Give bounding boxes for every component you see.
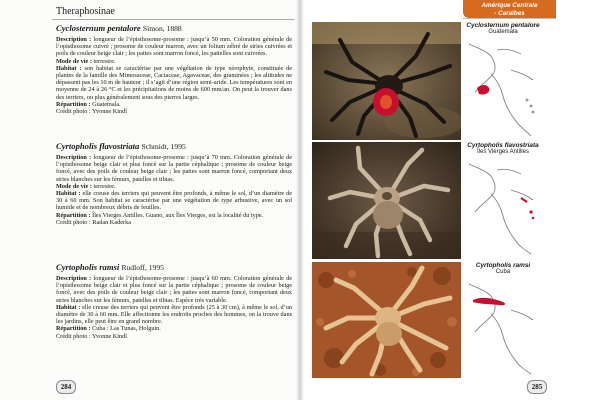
description-body: longueur de l’épisthosome-prosome : jusqu’à 50 mm. Coloration générale de l’opisthosome cuivré ; prosome de couleur marron, avec un folium zébré de stries cuivrées et poils de couleur beige clair ; les pattes sont marron foncé, les pattelles sont cuivrées.	[56, 36, 292, 58]
repartition-text	[56, 212, 292, 219]
description-text	[56, 275, 292, 304]
photo-cyclosternum-pentalore	[312, 22, 461, 140]
habitat-label: Habitat :	[56, 303, 81, 311]
description-text	[56, 36, 292, 58]
species-author: Schmidt, 1995	[141, 142, 186, 151]
mode-body: terrestre.	[93, 57, 116, 65]
distribution-map-3	[467, 280, 539, 376]
species-author: Rudloff, 1995	[121, 263, 164, 272]
species-author: Simon, 1888	[142, 24, 182, 33]
photo-credit: Crédit photo : Yvonne Kindl	[56, 108, 128, 116]
species-name: Cyclosternum pentalore	[56, 23, 141, 33]
repartition-text	[56, 325, 292, 332]
photo-cyrtopholis-ramsi	[312, 262, 461, 378]
map-panel-3	[463, 262, 543, 378]
repartition-text	[56, 101, 292, 108]
map-highlight-cuba	[473, 298, 505, 305]
habitat-body: elle creuse des terriers qui peuvent être profonds (25 à 30 cm), à même le sol, d’un diamètre de 30 à 60 mm. Elle affectionne les endroits proches des hommes, on la trouve dans les jardins, elle peut être en grand nombre.	[56, 303, 293, 326]
species-entry-2	[56, 141, 292, 226]
habitat-body: son habitat se caractérise par une végétation de type xérophyte, constituée de plantes de la famille des Mimosaceae, Cactaceae, Agavaceae, des graminées ; les altitudes ne dépassent pas les 10 m de hauteur ; il s’agit d’une région semi-aride. Les températures sont en moyenne de 24 à 26 °C et les précipitations de moins de 600 mm/an. On peut la trouver dans des terriers, ou plus généralement sous des pierres larges.	[56, 64, 292, 101]
book-gutter	[296, 0, 304, 400]
region-tab	[463, 0, 556, 18]
habitat-body: elle creuse des terriers qui peuvent être profonds, à même le sol, d’un diamètre de 30 à 60 mm. Son habitat se caractérise par une végétation de type arbustive, avec un sol humide et de nombreux débris de feuilles.	[56, 190, 292, 212]
region-tab-line-1: Amérique Centrale	[481, 2, 538, 9]
habitat-text	[56, 304, 292, 326]
entry-title	[56, 23, 292, 34]
habitat-text	[56, 190, 292, 212]
map-highlight-virgin-islands	[521, 198, 527, 202]
map-caption	[463, 262, 543, 276]
photo-credit: Crédit photo : Yvonne Kindl	[56, 332, 128, 340]
map-panel-2	[463, 142, 543, 259]
description-text	[56, 154, 292, 183]
map-column-rule	[463, 18, 556, 19]
species-entry-1	[56, 23, 292, 115]
repartition-label: Répartition :	[56, 211, 91, 219]
mode-body: terrestre.	[93, 182, 116, 190]
mode-text	[56, 183, 292, 190]
photo-cyrtopholis-flavostriata	[312, 142, 461, 259]
mode-label: Mode de vie :	[56, 182, 92, 190]
habitat-label: Habitat :	[56, 190, 81, 198]
entry-title	[56, 141, 292, 152]
page-number-left: 284	[56, 380, 76, 394]
repartition-label: Répartition :	[56, 100, 91, 108]
map-species: Cyrtopholis flavostriata	[467, 142, 539, 149]
map-species: Cyclosternum pentalore	[466, 22, 540, 29]
header-rule	[52, 19, 294, 20]
distribution-map-1	[467, 40, 539, 138]
species-name: Cyrtopholis flavostriata	[56, 141, 140, 151]
habitat-text	[56, 65, 292, 101]
map-highlight-guatemala	[477, 85, 489, 95]
map-location: Îles Vierges Antilles	[477, 149, 529, 155]
map-location: Guatemala	[488, 29, 518, 35]
region-tab-line-2: - Caraïbes	[494, 9, 525, 17]
repartition-body: Guatemala.	[92, 100, 121, 108]
repartition-body: Cuba : Las Tunas, Holguin.	[92, 325, 161, 333]
repartition-label: Répartition :	[56, 325, 91, 333]
map-location: Cuba	[495, 269, 511, 275]
repartition-body: Îles Vierges Antilles. Guano, aux Îles Vierges, est la localité du type.	[92, 211, 264, 219]
habitat-label: Habitat :	[56, 64, 82, 72]
description-body: longueur de l’épisthosome-prosome : jusqu’à 70 mm. Coloration générale de l’opisthosome beige clair et plus foncé sur la partie céphalique ; prosome de couleur beige foncé, avec des poils de couleur beige clair ; les pattes sont marron foncé, comportant deux stries blanches sur les fémurs, patelles et tibias.	[56, 154, 292, 183]
map-highlight-antilles	[529, 210, 532, 213]
description-label: Description :	[56, 275, 92, 282]
mode-label: Mode de vie :	[56, 57, 92, 65]
map-panel-1	[463, 22, 543, 140]
mode-text	[56, 58, 292, 65]
map-highlight-antilles-2	[532, 217, 535, 220]
map-caption	[463, 142, 543, 156]
description-body: longueur de l’épisthosome-prosome : jusqu’à 60 mm. Coloration générale de l’opisthosome beige clair et plus foncé sur la partie céphalique ; prosome de couleur beige foncé, avec des poils de couleur beige clair ; les pattes sont marron foncé, comportant deux stries blanches sur les fémurs, patelles et tibias. Espèce très variable.	[56, 275, 292, 304]
map-species: Cyrtopholis ramsi	[475, 262, 531, 269]
species-entry-3	[56, 262, 292, 340]
entry-title	[56, 262, 292, 273]
species-name: Cyrtopholis ramsi	[56, 262, 120, 272]
running-head: Theraphosinae	[56, 6, 115, 17]
description-label: Description :	[56, 36, 92, 43]
map-caption	[463, 22, 543, 36]
distribution-map-2	[467, 160, 539, 256]
description-label: Description :	[56, 154, 92, 161]
page-number-right: 285	[527, 380, 547, 394]
photo-credit: Crédit photo : Radan Kaderka	[56, 218, 131, 226]
